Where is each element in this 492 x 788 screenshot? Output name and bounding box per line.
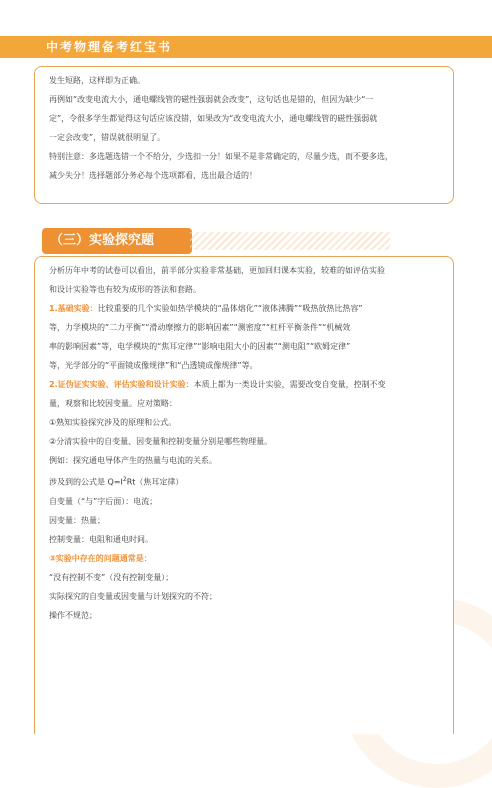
note-box <box>34 66 454 204</box>
paragraph: 例如：探究通电导体产生的热量与电流的关系。 <box>49 456 217 465</box>
paragraph: 等，光学部分的“平面镜成像规律”和“凸透镜成像规律”等。 <box>49 361 258 370</box>
formula-line: 涉及到的公式是 $Q=I^2Rt$（焦耳定律） <box>49 476 184 487</box>
paragraph: ①熟知实验探究涉及的原理和公式。 <box>49 418 177 427</box>
paragraph: 分析历年中考的试卷可以看出，前半部分实验非常基础，更加回归课本实验，较难的如评估实验 <box>49 266 385 275</box>
section-heading <box>42 228 192 254</box>
paragraph: 因变量：热量； <box>49 515 105 525</box>
paragraph: 实际探究的自变量或因变量与计划探究的不符； <box>49 591 217 601</box>
paragraph: 特别注意：多选题选错一个不给分，少选扣一分！如果不是非常确定的，尽量少选，而不要多选， <box>49 152 393 161</box>
paragraph: 控制变量：电阻和通电时间。 <box>49 534 153 544</box>
paragraph: 2.证伪证实实验、评估实验和设计实验：本质上都为一类设计实验，需要改变自变量，控制不变 <box>49 380 386 389</box>
paragraph: ②分清实验中的自变量、因变量和控制变量分别是哪些物理量。 <box>49 437 273 446</box>
paragraph: 再例如“改变电流大小，通电螺线管的磁性强弱就会改变”，这句话也是错的，但因为缺少“一 <box>49 95 374 104</box>
item-label: ③实验中存在的问题通常是： <box>49 553 152 563</box>
item-label: 1.基础实验： <box>49 304 98 313</box>
paragraph: 自变量（“与”字后面）：电流； <box>49 496 158 506</box>
paragraph: 操作不规范； <box>49 610 97 620</box>
paragraph: 和设计实验等也有较为成形的答法和套路。 <box>49 285 201 294</box>
decorative-hatch <box>190 232 390 250</box>
paragraph: 率的影响因素”等，电学模块的“焦耳定律”“影响电阻大小的因素”“测电阻”“欧姆定律” <box>49 342 351 351</box>
paragraph: 1.基础实验：比较重要的几个实验如热学模块的“晶体熔化”“液体沸腾”“吸热放热比热容” <box>49 304 363 313</box>
page-header-title: 中考物理备考红宝书 <box>46 40 173 54</box>
paragraph: 一定会改变”，错误就很明显了。 <box>49 133 166 142</box>
content-box <box>34 256 454 734</box>
paragraph: 发生短路，这样即为正确。 <box>49 76 145 85</box>
section-title: （三）实验探究题 <box>50 233 155 248</box>
paragraph: 减少失分！选择题部分务必每个选项都看，选出最合适的！ <box>49 171 257 180</box>
paragraph: 量，观察和比较因变量。应对策略： <box>49 399 177 408</box>
paragraph: “没有控制不变”（没有控制变量）； <box>49 572 174 582</box>
item-label: 2.证伪证实实验、评估实验和设计实验： <box>49 380 194 389</box>
paragraph: 定”，令很多学生都觉得这句话应该没错，如果改为“改变电流大小，通电螺线管的磁性强弱就 <box>49 114 378 123</box>
paragraph: 等，力学模块的“二力平衡”“滑动摩擦力的影响因素”“测密度”“杠杆平衡条件”“机械效 <box>49 323 351 332</box>
